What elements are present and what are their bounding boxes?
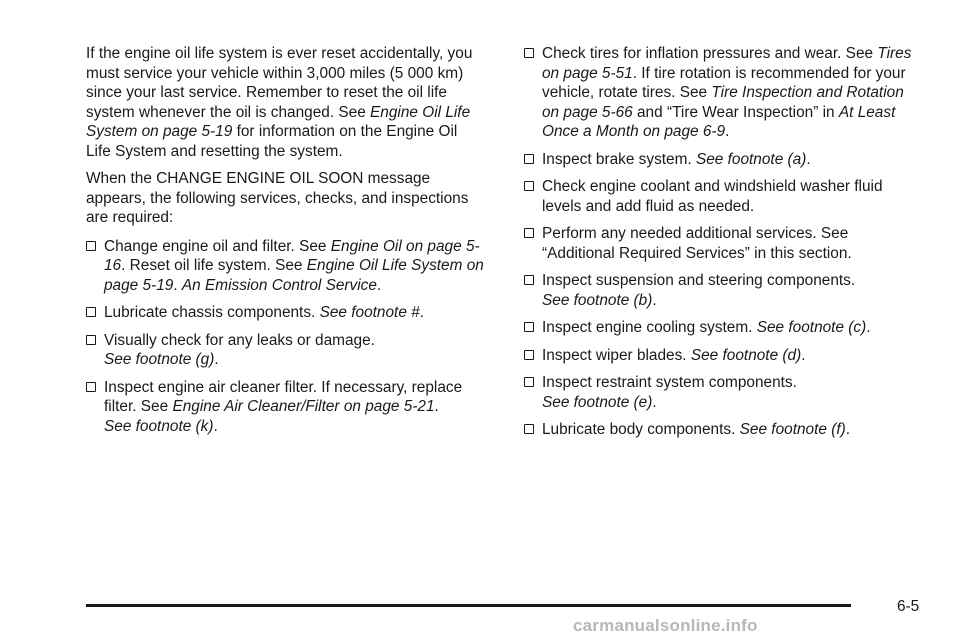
footnote-ref: See footnote # — [319, 304, 420, 321]
cross-reference: Engine Air Cleaner/Filter on page 5-21 — [172, 398, 435, 415]
watermark: carmanualsonline.info — [573, 616, 758, 635]
checklist-item-check-tires: Check tires for inflation pressures and wear. See Tires on page 5-51. If tire rotation is recommended for your vehicle, rotate tires. See Tire Inspection and Rotation on page 5-66 and “Tire Wear Inspection” in At Least Once a Month on page 6-9. — [524, 44, 924, 142]
footnote-ref: See footnote (g) — [104, 351, 215, 368]
checkbox-icon — [524, 377, 534, 387]
checklist-item-coolant-washer: Check engine coolant and windshield washer fluid levels and add fluid as needed. — [524, 177, 924, 216]
checkbox-icon — [86, 335, 96, 345]
left-column — [86, 44, 486, 444]
cross-reference: Engine Oil Life System on page 5-19 — [104, 257, 484, 294]
footnote-ref: See footnote (f) — [739, 421, 846, 438]
checklist-item-body-components: Lubricate body components. See footnote (f). — [524, 420, 924, 440]
checkbox-icon — [524, 228, 534, 238]
checklist-item-suspension-steering: Inspect suspension and steering components. See footnote (b). — [524, 271, 924, 310]
checkbox-icon — [524, 322, 534, 332]
checklist-item-air-cleaner: Inspect engine air cleaner filter. If necessary, replace filter. See Engine Air Cleaner/Filter on page 5-21. See footnote (k). — [86, 378, 486, 437]
cross-reference: Tires on page 5-51 — [542, 45, 912, 82]
checklist-item-brake-system: Inspect brake system. See footnote (a). — [524, 150, 924, 170]
page-number: 6-5 — [897, 598, 920, 615]
footnote-ref: See footnote (c) — [756, 319, 867, 336]
checklist-item-change-oil: Change engine oil and filter. See Engine Oil on page 5-16. Reset oil life system. See Engine Oil Life System on page 5-19. An Emission Control Service. — [86, 237, 486, 296]
right-column — [524, 44, 924, 448]
footnote-ref: See footnote (a) — [695, 150, 807, 168]
footnote-ref: See footnote (k) — [104, 417, 214, 435]
checklist-item-lubricate-chassis: Lubricate chassis components. See footnote #. — [86, 303, 486, 323]
checkbox-icon — [86, 307, 96, 317]
footer-rule — [86, 604, 851, 607]
cross-reference: Engine Oil Life System on page 5-19 — [86, 103, 471, 140]
checkbox-icon — [524, 48, 534, 58]
checkbox-icon — [524, 275, 534, 285]
footnote-ref: See footnote (b) — [542, 291, 653, 309]
checklist-item-check-leaks: Visually check for any leaks or damage. See footnote (g). — [86, 331, 486, 370]
paragraph-change-oil-message: When the CHANGE ENGINE OIL SOON message appears, the following services, checks, and inspections are required: — [86, 170, 469, 226]
emission-note: An Emission Control Service — [181, 276, 377, 294]
checklist-item-wiper-blades: Inspect wiper blades. See footnote (d). — [524, 346, 924, 366]
cross-reference: Engine Oil on page 5-16 — [104, 237, 480, 274]
paragraph-oil-life-reset: If the engine oil life system is ever reset accidentally, you must service your vehicle within 3,000 miles (5 000 km) since your last service. Remember to reset the oil life system whenever the oil is changed. See Engine Oil Life System on page 5-19 for information on the Engine Oil Life System and resetting the system. — [86, 45, 473, 160]
checkbox-icon — [86, 241, 96, 251]
checklist-item-additional-services: Perform any needed additional services. See “Additional Required Services” in this section. — [524, 224, 924, 263]
checkbox-icon — [86, 382, 96, 392]
cross-reference: Tire Inspection and Rotation on page 5-66 — [542, 84, 904, 121]
checkbox-icon — [524, 350, 534, 360]
checkbox-icon — [524, 424, 534, 434]
footnote-ref: See footnote (d) — [690, 346, 802, 364]
checklist-item-restraint-system: Inspect restraint system components. See footnote (e). — [524, 373, 924, 412]
footnote-ref: See footnote (e) — [542, 393, 653, 411]
checkbox-icon — [524, 154, 534, 164]
checklist-item-cooling-system: Inspect engine cooling system. See footnote (c). — [524, 318, 924, 338]
checkbox-icon — [524, 181, 534, 191]
cross-reference: At Least Once a Month on page 6-9 — [542, 103, 896, 140]
